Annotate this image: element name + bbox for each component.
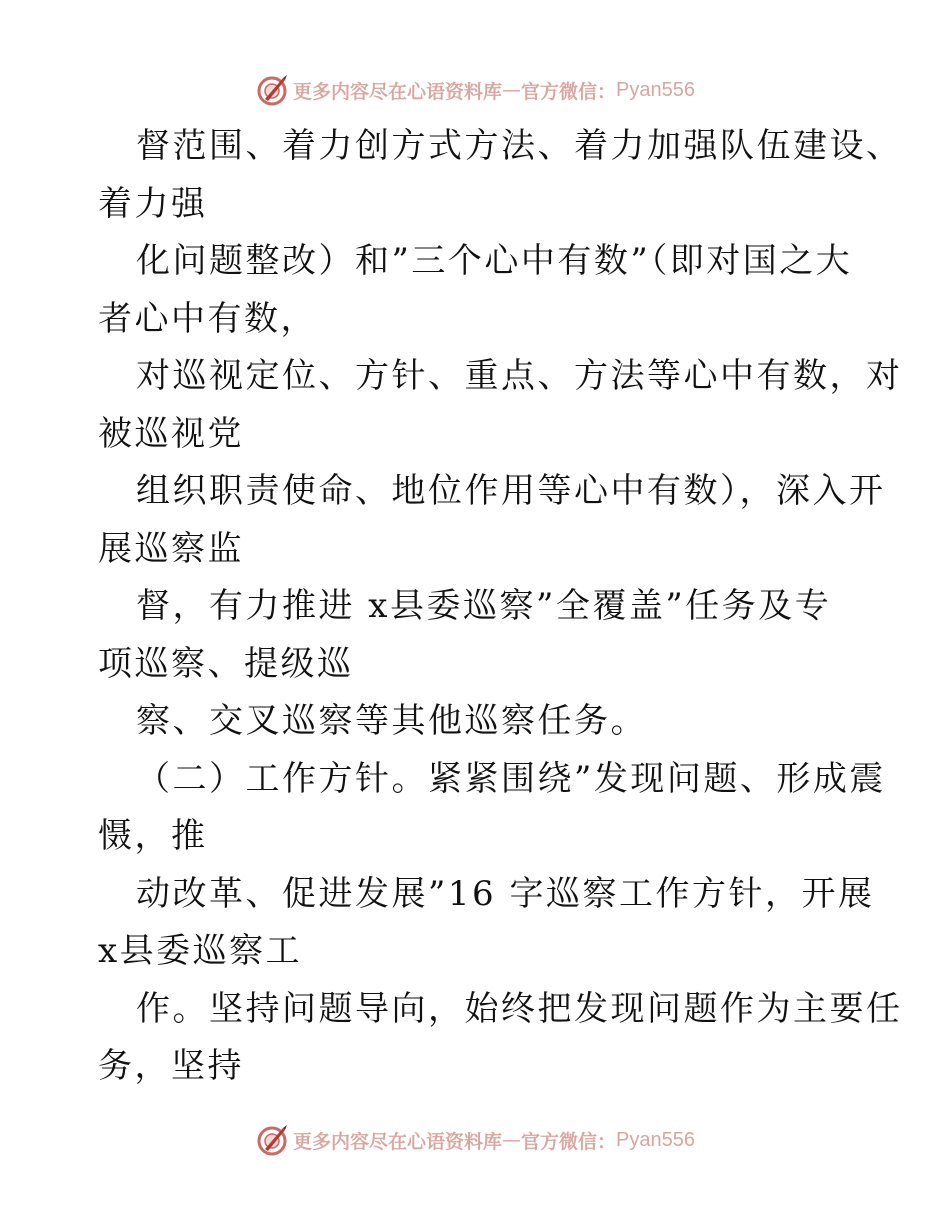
body-text-line: 务，坚持 (98, 1046, 244, 1086)
body-text-line: 着力强 (98, 183, 208, 224)
watermark-separator: — (502, 79, 522, 101)
body-text-line: 作。坚持问题导向，始终把发现问题作为主要任 (136, 988, 903, 1029)
body-text-line: （二）工作方针。紧紧围绕”发现问题、形成震 (136, 758, 886, 799)
watermark-brand-text: 更多内容尽在心语资料库 (293, 1130, 503, 1153)
header-watermark (0, 70, 950, 110)
body-text-line: 展巡察监 (98, 528, 244, 569)
quill-logo-icon (255, 73, 289, 107)
body-text-line: 组织职责使命、地位作用等心中有数），深入开 (136, 471, 886, 511)
watermark-wechat-label: 官方微信： (521, 1130, 617, 1153)
body-text-line: 者心中有数， (98, 298, 317, 339)
body-text-line: 察、交叉巡察等其他巡察任务。 (136, 701, 647, 741)
watermark-wechat-label: 官方微信： (521, 80, 617, 103)
body-text-line: 慑，推 (98, 816, 208, 856)
body-text-line: 动改革、促进发展”16 字巡察工作方针，开展 (136, 873, 875, 914)
body-text-line: 对巡视定位、方针、重点、方法等心中有数，对 (136, 356, 903, 396)
footer-watermark (0, 1120, 950, 1160)
quill-logo-icon (255, 1123, 289, 1157)
document-body (98, 118, 903, 1096)
watermark-wechat-id: Pyan556 (616, 1128, 695, 1151)
watermark-separator: — (502, 1129, 522, 1151)
watermark-wechat-id: Pyan556 (616, 78, 695, 101)
body-text-line: x县委巡察工 (98, 931, 303, 971)
body-text-line: 督范围、着力创方式方法、着力加强队伍建设、 (136, 126, 903, 166)
body-text-line: 被巡视党 (98, 413, 244, 454)
body-text-line: 化问题整改）和”三个心中有数”（即对国之大 (136, 241, 853, 281)
body-text-line: 督，有力推进 x县委巡察”全覆盖”任务及专 (136, 586, 832, 626)
watermark-brand-text: 更多内容尽在心语资料库 (293, 80, 503, 103)
body-text-line: 项巡察、提级巡 (98, 643, 354, 684)
